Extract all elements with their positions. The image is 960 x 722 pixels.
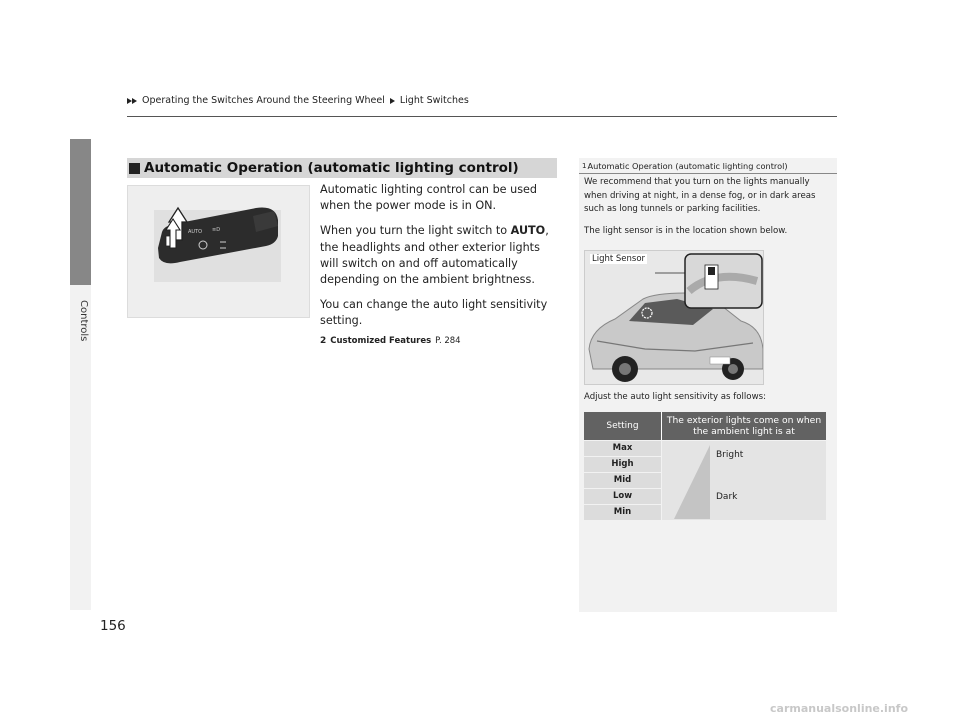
section-heading xyxy=(127,158,557,178)
square-bullet-icon xyxy=(129,163,140,174)
reference-title: Customized Features xyxy=(330,335,432,346)
dark-label: Dark xyxy=(716,492,738,502)
note-text xyxy=(584,176,832,246)
body-text xyxy=(320,182,558,349)
body-paragraph-1: Automatic lighting control can be used when the power mode is in ON. xyxy=(320,183,538,213)
note-rule xyxy=(579,173,837,174)
setting-column xyxy=(584,441,662,521)
breadcrumb-item-switches: Operating the Switches Around the Steering Wheel xyxy=(142,95,385,106)
body-paragraph-3: You can change the auto light sensitivity setting. xyxy=(320,298,548,328)
table-row: High xyxy=(584,457,661,472)
table-row: Min xyxy=(584,505,661,520)
arrow-icon xyxy=(390,98,395,104)
header-rule xyxy=(127,116,837,117)
sensitivity-table xyxy=(584,412,826,521)
side-tab-marker xyxy=(70,139,91,285)
breadcrumb xyxy=(127,95,469,106)
note-heading xyxy=(579,158,837,174)
auto-label: AUTO xyxy=(510,224,546,238)
brightness-gradient-icon xyxy=(670,443,720,522)
car-illustration xyxy=(585,251,764,385)
table-header-row xyxy=(584,412,826,440)
page-number: 156 xyxy=(100,618,126,634)
table-header-ambient: The exterior lights come on when the ambient light is at xyxy=(666,414,822,437)
bright-label: Bright xyxy=(716,450,744,460)
ambient-column xyxy=(662,441,826,520)
table-row: Max xyxy=(584,441,661,456)
table-body xyxy=(584,441,826,521)
side-tab-label: Controls xyxy=(78,300,89,342)
note-title: Automatic Operation (automatic lighting control) xyxy=(587,161,788,171)
adjust-instruction: Adjust the auto light sensitivity as follows: xyxy=(584,392,766,402)
note-number: 1 xyxy=(582,162,587,170)
light-sensor-label: Light Sensor xyxy=(592,254,646,264)
breadcrumb-item-light-switches: Light Switches xyxy=(399,95,469,106)
svg-text:≡D: ≡D xyxy=(212,227,221,233)
table-row: Mid xyxy=(584,473,661,488)
note-paragraph-1: We recommend that you turn on the lights manually when driving at night, in a dense fog, or in dark areas such as long tunnels or parking facilities. xyxy=(584,177,816,215)
watermark: carmanualsonline.info xyxy=(770,702,908,715)
reference-page: P. 284 xyxy=(435,335,461,346)
section-title: Automatic Operation (automatic lighting control) xyxy=(144,160,519,176)
reference-icon: 2 xyxy=(320,335,327,346)
table-header-setting: Setting xyxy=(584,412,662,440)
light-switch-lever-icon xyxy=(128,186,311,319)
svg-text:AUTO: AUTO xyxy=(188,229,203,235)
light-switch-figure xyxy=(127,185,310,318)
cross-reference-link[interactable] xyxy=(320,333,558,349)
note-paragraph-2: The light sensor is in the location shown below. xyxy=(584,225,788,236)
body-paragraph-2: When you turn the light switch to AUTO, the headlights and other exterior lights will switch on and off automatically depending on the ambient brightness. xyxy=(320,224,549,287)
car-sensor-figure xyxy=(584,250,764,385)
table-row: Low xyxy=(584,489,661,504)
double-arrow-icon xyxy=(127,98,137,104)
